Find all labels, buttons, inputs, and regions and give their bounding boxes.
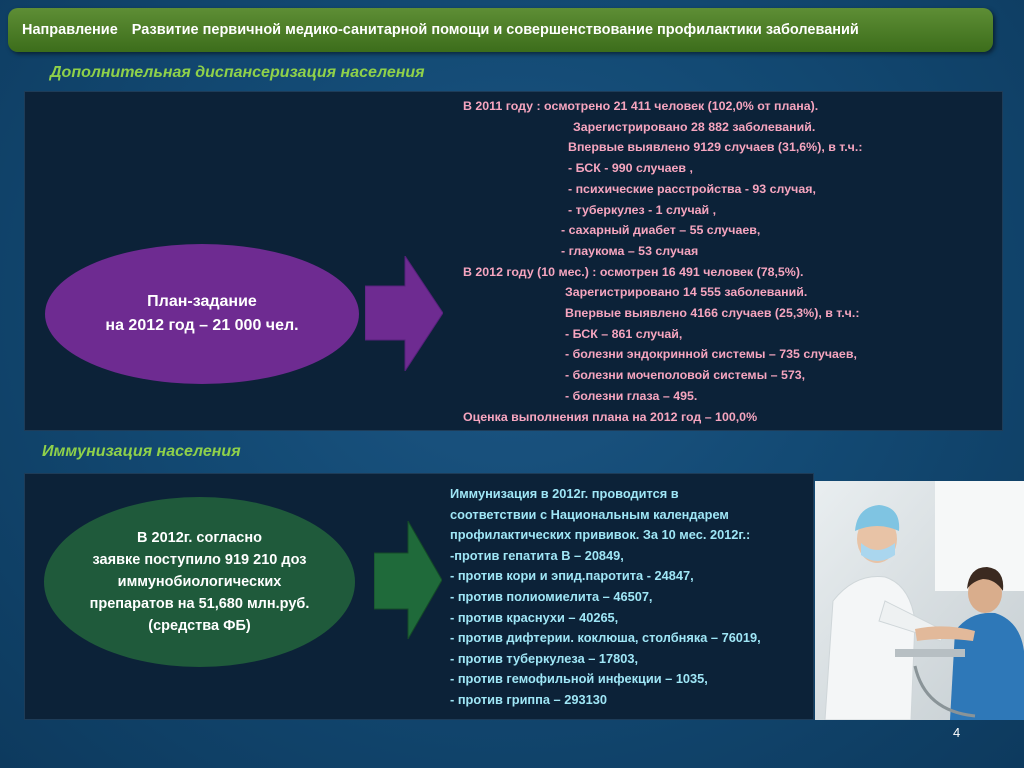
section1-title: Дополнительная диспансеризация населения (50, 64, 425, 81)
s1-line: - глаукома – 53 случая (561, 243, 699, 258)
section2-title: Иммунизация населения (42, 443, 241, 460)
s1-line: В 2011 году : осмотрено 21 411 человек (102,0% от плана). (463, 99, 819, 113)
s1-line: - болезни эндокринной системы – 735 случаев, (565, 347, 857, 362)
plan-line-1: План-задание (147, 293, 257, 310)
s2-line: - против дифтерии. коклюша, столбняка – 76019, (450, 630, 761, 646)
header-title: Развитие первичной медико-санитарной помощи и совершенствование профилактики заболеваний (131, 22, 859, 38)
s1-line: - болезни глаза – 495. (565, 388, 698, 403)
header-banner (8, 8, 993, 52)
s1-line: Впервые выявлено 4166 случаев (25,3%), в т.ч.: (565, 306, 860, 321)
s1-line: - БСК - 990 случаев , (568, 161, 693, 176)
imm-line-5: (средства ФБ) (148, 618, 251, 634)
page-number: 4 (953, 725, 961, 740)
s1-line: Зарегистрировано 14 555 заболеваний. (565, 285, 808, 300)
s2-line: - против гриппа – 293130 (450, 691, 607, 707)
plan-ellipse (45, 244, 359, 384)
imm-line-3: иммунобиологических (117, 574, 282, 590)
s2-line: - против кори и эпид.паротита - 24847, (450, 568, 694, 584)
imm-line-2: заявке поступило 919 210 доз (92, 552, 307, 568)
s2-line: профилактических прививок. За 10 мес. 2012г.: (450, 527, 751, 543)
s1-line: - сахарный диабет – 55 случаев, (561, 223, 761, 238)
s2-line: соответствии с Национальным календарем (450, 506, 729, 522)
plan-line-2: на 2012 год – 21 000 чел. (105, 317, 299, 334)
s1-line: - болезни мочеполовой системы – 573, (565, 368, 806, 383)
immunization-ellipse (44, 497, 355, 667)
s1-line: - психические расстройства - 93 случая, (568, 181, 816, 196)
s1-line: Зарегистрировано 28 882 заболеваний. (573, 119, 816, 134)
imm-line-4: препаратов на 51,680 млн.руб. (89, 596, 310, 612)
imm-line-1: В 2012г. согласно (137, 530, 262, 546)
section1-text (463, 96, 862, 427)
s2-line: - против краснухи – 40265, (450, 609, 619, 625)
header-label: Направление (22, 22, 118, 38)
s2-line: -против гепатита В – 20849, (450, 547, 624, 563)
s1-line: - БСК – 861 случай, (565, 326, 683, 341)
vaccination-photo (815, 481, 1024, 720)
s2-line: Иммунизация в 2012г. проводится в (450, 486, 679, 501)
s2-line: - против туберкулеза – 17803, (450, 650, 639, 666)
green-arrow-icon (374, 521, 442, 639)
s1-line: В 2012 году (10 мес.) : осмотрен 16 491 человек (78,5%). (463, 264, 804, 279)
s1-line: - туберкулез - 1 случай , (568, 202, 717, 217)
s1-line: Впервые выявлено 9129 случаев (31,6%), в т.ч.: (568, 140, 863, 155)
s2-line: - против полиомиелита – 46507, (450, 588, 653, 604)
s2-line: - против гемофильной инфекции – 1035, (450, 671, 708, 687)
section2-text (450, 484, 761, 711)
purple-arrow-icon (365, 256, 443, 371)
s1-line: Оценка выполнения плана на 2012 год – 100,0% (463, 409, 758, 424)
